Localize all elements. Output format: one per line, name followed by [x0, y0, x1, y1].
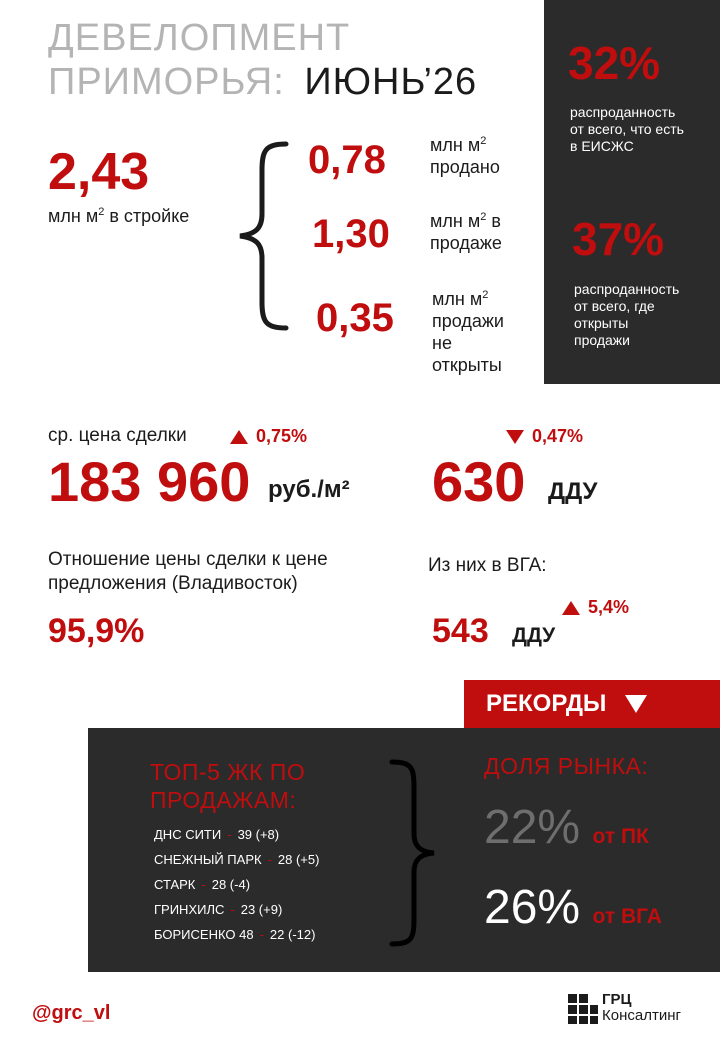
- brace-icon: [236, 140, 292, 332]
- avg-price-label: ср. цена сделки: [48, 425, 187, 446]
- total-construction-value: 2,43: [48, 143, 150, 201]
- sales-share-panel: [544, 0, 720, 384]
- records-panel: [88, 728, 720, 972]
- logo-line-1: ГРЦ: [602, 991, 632, 1008]
- records-banner: РЕКОРДЫ: [464, 680, 720, 728]
- top5-title: ТОП-5 ЖК ПО ПРОДАЖАМ:: [150, 759, 306, 813]
- brace-right-icon: [388, 758, 438, 948]
- market-share-title: ДОЛЯ РЫНКА:: [484, 753, 649, 779]
- vga-value: 543: [432, 612, 489, 650]
- avg-price-unit: руб./м²: [268, 476, 350, 503]
- sold-share-open-desc: распроданность от всего, где открыты продажи: [574, 281, 680, 348]
- top5-list: [154, 822, 319, 947]
- arrow-up-icon: [562, 601, 580, 615]
- share-vga: 26% от ВГА: [484, 881, 662, 934]
- title-month: ИЮНЬ’26: [304, 61, 478, 103]
- list-item: СТАРК - 28 (-4): [154, 877, 251, 892]
- avg-price-delta: 0,75%: [230, 425, 307, 447]
- contracts-unit: ДДУ: [548, 478, 598, 505]
- vga-delta: 5,4%: [562, 596, 629, 618]
- title-line-1: ДЕВЕЛОПМЕНТ: [48, 17, 351, 59]
- company-logo: [568, 992, 704, 1028]
- sold-share-open: 37%: [572, 213, 665, 265]
- list-item: БОРИСЕНКО 48 - 22 (-12): [154, 927, 316, 942]
- list-item: СНЕЖНЫЙ ПАРК - 28 (+5): [154, 852, 320, 867]
- vga-label: Из них в ВГА:: [428, 555, 547, 576]
- total-construction-unit: млн $м^2$ в стройке: [48, 206, 190, 226]
- share-pk: 22% от ПК: [484, 801, 649, 854]
- arrow-down-icon: [506, 430, 524, 444]
- ratio-label: Отношение цены сделки к цене предложения (Владивосток): [48, 549, 328, 594]
- ratio-value: 95,9%: [48, 612, 145, 650]
- sold-unit: млн $м^2$ продано: [430, 135, 500, 177]
- contracts-value: 630: [432, 450, 526, 513]
- onsale-value: 1,30: [312, 212, 390, 256]
- sold-share-eisjs-desc: распроданность от всего, что есть в ЕИСЖС: [570, 104, 684, 154]
- closed-unit: млн $м^2$ продажи не открыты: [432, 289, 504, 375]
- logo-line-2: Консалтинг: [602, 1007, 681, 1024]
- social-handle[interactable]: @grc_vl: [32, 1002, 111, 1024]
- closed-value: 0,35: [316, 296, 394, 340]
- arrow-up-icon: [230, 430, 248, 444]
- vga-unit: ДДУ: [512, 624, 556, 647]
- list-item: ГРИНХИЛС - 23 (+9): [154, 902, 283, 917]
- title-line-2: [48, 62, 477, 102]
- list-item: ДНС СИТИ - 39 (+8): [154, 827, 280, 842]
- triangle-down-icon: [625, 695, 647, 713]
- sold-value: 0,78: [308, 138, 386, 182]
- onsale-unit: млн $м^2$ в продаже: [430, 211, 502, 253]
- avg-price-value: 183 960: [48, 450, 251, 513]
- sold-share-eisjs: 32%: [568, 37, 661, 89]
- title-region: ПРИМОРЬЯ:: [48, 61, 285, 103]
- logo-grid-icon: [568, 994, 598, 1024]
- contracts-delta: 0,47%: [506, 425, 583, 447]
